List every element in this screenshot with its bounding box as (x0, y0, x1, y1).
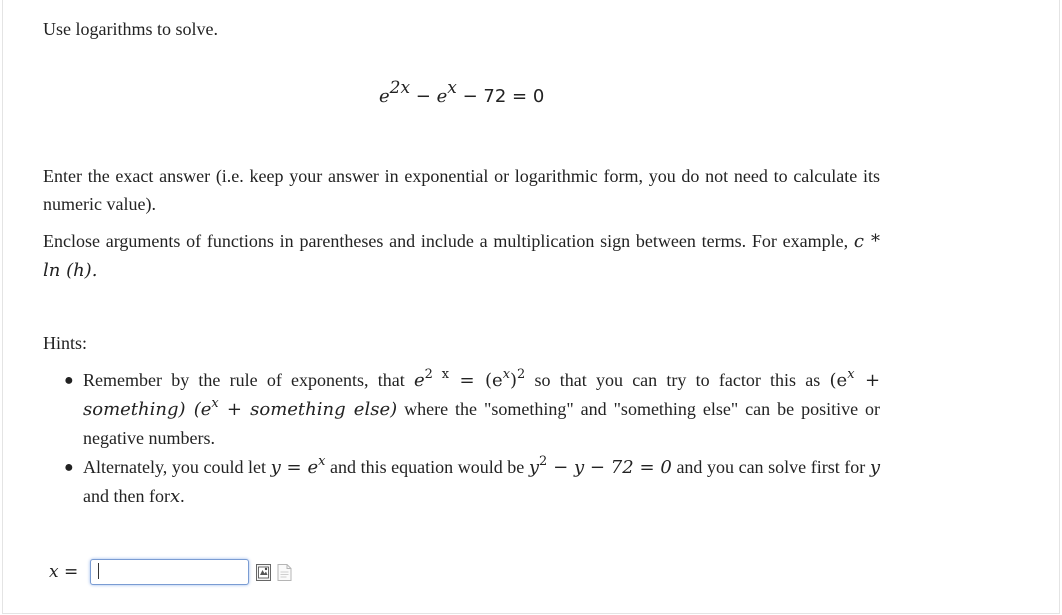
eq-exp-2: x (447, 78, 457, 98)
eq-constant: − 72 = 0 (462, 86, 545, 107)
hint-item-2: ● Alternately, you could let $y = e^x$ and this equation would be $y^2 - y - 72 = 0$ and you can solve first for y and then forx. (64, 453, 881, 507)
equation (379, 78, 545, 107)
hint2-math-b: $y^2 - y - 72 = 0$ (528, 453, 672, 478)
hint1-math-a: $e^{2 x} = (e^x)^2$ (414, 366, 526, 391)
answer-input-wrap (90, 559, 249, 585)
instruction-text: Use logarithms to solve. (43, 19, 218, 39)
enclose-note-text: Enclose arguments of functions in parentheses and include a multiplication sign between terms. For example, (43, 231, 849, 251)
help-icon[interactable] (276, 563, 293, 582)
hint2-math-a: $y = e^x$ (270, 453, 326, 478)
text-caret (98, 563, 99, 579)
eq-exp-1: 2x (389, 78, 411, 98)
hints-list (64, 366, 881, 511)
exact-answer-note: Enter the exact answer (i.e. keep your answer in exponential or logarithmic form, you do not need to calculate its numeric value). (43, 166, 880, 214)
hints-title: Hints: (43, 333, 88, 353)
eq-base-2: e (436, 86, 448, 107)
enclose-note (43, 227, 880, 285)
answer-input[interactable] (90, 559, 249, 585)
hint1-math-b: ($e^x$ + something) ($e^x$ + something else) (83, 366, 881, 420)
example-expression: c * ln (h). (43, 231, 880, 281)
answer-row (49, 557, 293, 587)
eq-base-1: e (379, 86, 390, 107)
preview-icon[interactable] (255, 563, 272, 582)
hint-item-1: ● Remember by the rule of exponents, that $e^{2 x} = (e^x)^2$ so that you can try to factor this as ($e^x$ + something) ($e^x$ + something else) where the "something" and "something else" can be positive or negative numbers. (64, 366, 881, 448)
eq-minus: − (415, 86, 431, 107)
answer-label: x = (49, 562, 79, 582)
